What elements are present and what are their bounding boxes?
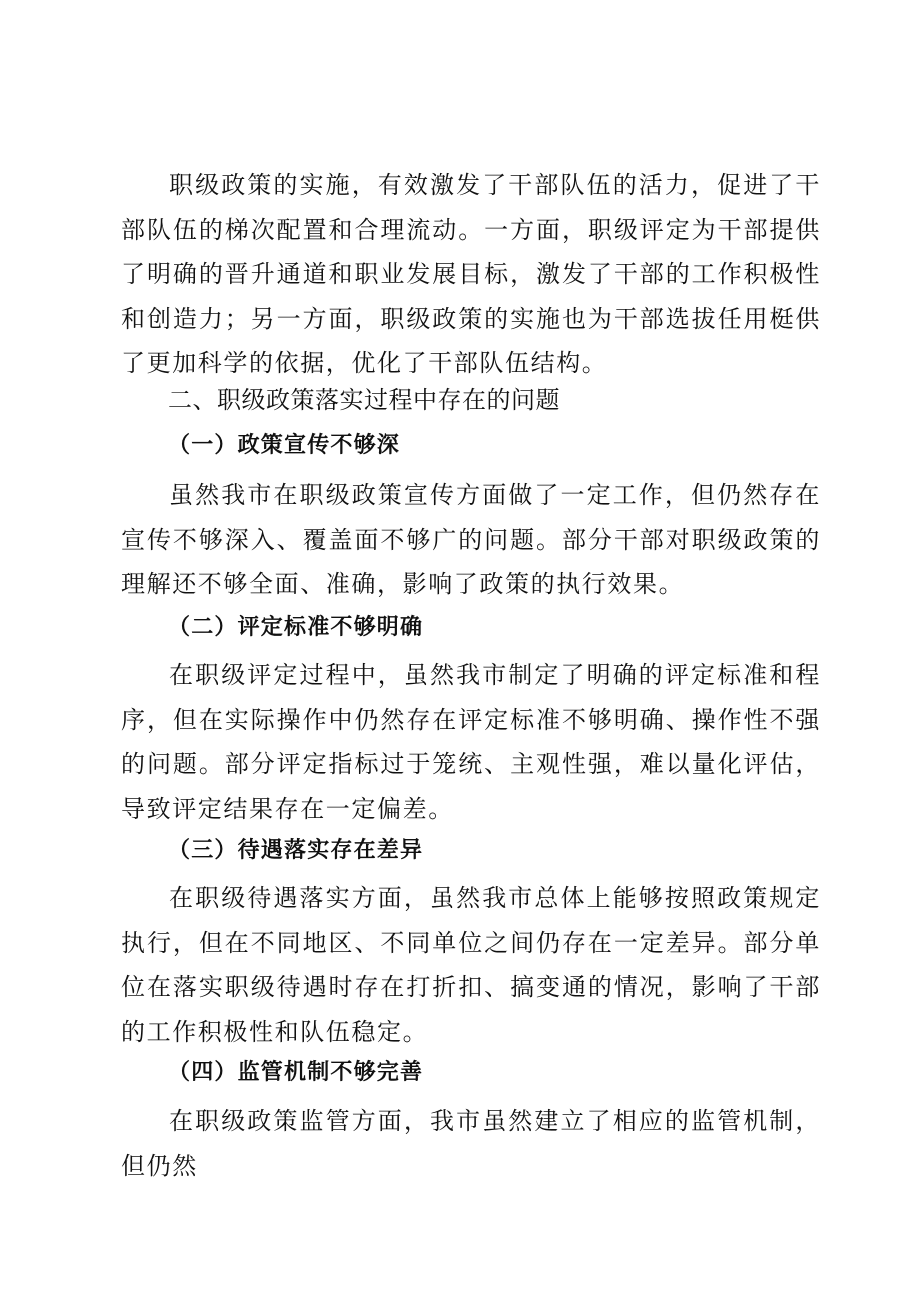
subsection-heading-4: （四）监管机制不够完善 <box>168 1059 424 1085</box>
paragraph-3: 在职级待遇落实方面，虽然我市总体上能够按照政策规定执行，但在不同地区、不同单位之间仍存在一定差异。部分单位在落实职级待遇时存在打折扣、搞变通的情况，影响了干部的工作积极性和队伍稳定。 <box>121 884 821 1046</box>
paragraph-intro: 职级政策的实施，有效激发了干部队伍的活力，促进了干部队伍的梯次配置和合理流动。一方面，职级评定为干部提供了明确的晋升通道和职业发展目标，激发了干部的工作积极性和创造力；另一方面，职级政策的实施也为干部选拔任用梃供了更加科学的依据，优化了干部队伍结构。 <box>121 171 821 377</box>
subsection-heading-1: （一）政策宣传不够深 <box>168 432 401 458</box>
paragraph-2: 在职级评定过程中，虽然我市制定了明确的评定标准和程序，但在实际操作中仍然存在评定标准不够明确、操作性不强的问题。部分评定指标过于笼统、主观性强，难以量化评估，导致评定结果存在一定偏差。 <box>121 661 821 823</box>
paragraph-4: 在职级政策监管方面，我市虽然建立了相应的监管机制，但仍然 <box>121 1107 821 1180</box>
paragraph-1: 虽然我市在职级政策宣传方面做了一定工作，但仍然存在宣传不够深入、覆盖面不够广的问题。部分干部对职级政策的理解还不够全面、准确，影响了政策的执行效果。 <box>121 481 821 598</box>
section-heading: 二、职级政策落实过程中存在的问题 <box>168 386 560 414</box>
subsection-heading-2: （二）评定标准不够明确 <box>168 614 424 640</box>
subsection-heading-3: （三）待遇落实存在差异 <box>168 837 424 863</box>
